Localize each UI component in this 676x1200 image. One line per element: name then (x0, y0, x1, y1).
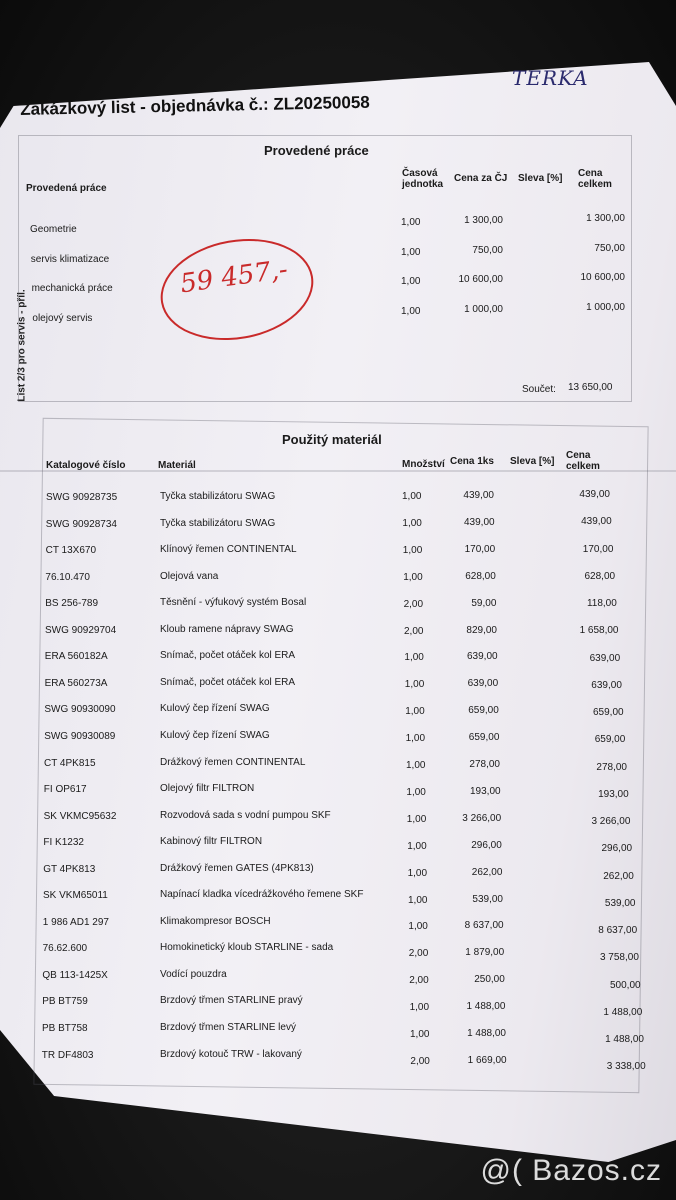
material-row-catalog: TR DF4803 (41, 1049, 94, 1061)
work-row-unit: 1,00 (401, 217, 421, 228)
material-row-catalog: FI OP617 (43, 784, 87, 796)
work-row-name: servis klimatizace (30, 253, 110, 265)
material-row-total: 170,00 (582, 543, 614, 555)
material-row-qty: 1,00 (407, 840, 427, 852)
material-row-catalog: 76.10.470 (45, 571, 90, 583)
material-row-name: Vodící pouzdra (160, 968, 227, 980)
work-row-unit: 1,00 (401, 246, 421, 258)
material-row-qty: 2,00 (403, 598, 424, 610)
work-row-price: 1 000,00 (464, 303, 503, 315)
material-row-name: Rozvodová sada s vodní pumpou SKF (160, 809, 331, 821)
material-row-name: Napínací kladka vícedrážkového řemene SKF (160, 889, 364, 901)
material-row-catalog: ERA 560273A (44, 677, 108, 689)
material-row-unit-price: 193,00 (470, 785, 501, 797)
material-row-unit-price: 639,00 (467, 678, 499, 690)
material-row-unit-price: 439,00 (464, 516, 495, 528)
material-row-total: 262,00 (603, 870, 634, 882)
work-row-total: 10 600,00 (580, 272, 625, 283)
material-row-qty: 1,00 (404, 652, 424, 664)
work-row-total: 1 000,00 (586, 301, 625, 313)
material-row-qty: 1,00 (409, 1002, 430, 1014)
work-row-total: 750,00 (594, 242, 625, 254)
handwritten-tag: TERKA (512, 66, 589, 90)
material-row-qty: 1,00 (402, 491, 422, 502)
work-row-price: 750,00 (472, 244, 503, 256)
material-row-total: 659,00 (594, 734, 626, 746)
material-row-catalog: CT 4PK815 (44, 757, 96, 769)
work-sum-label: Součet: (522, 384, 556, 395)
material-row-total: 1 488,00 (603, 1006, 643, 1018)
material-row-total: 628,00 (584, 570, 616, 582)
material-row-qty: 1,00 (407, 867, 428, 879)
work-sum-value: 13 650,00 (568, 382, 613, 393)
material-row-name: Kulový čep řízení SWAG (160, 729, 270, 741)
material-row-qty: 1,00 (403, 571, 423, 583)
work-row-price: 10 600,00 (458, 274, 503, 285)
material-row-qty: 1,00 (405, 733, 426, 745)
material-row-unit-price: 278,00 (469, 759, 500, 770)
material-row-name: Tyčka stabilizátoru SWAG (160, 491, 276, 502)
material-row-catalog: 1 986 AD1 297 (42, 916, 109, 928)
material-row-catalog: ERA 560182A (44, 651, 108, 663)
material-row-name: Brzdový kotouč TRW - lakovaný (160, 1048, 302, 1060)
material-header-name: Materiál (158, 460, 196, 471)
material-row-catalog: PB BT759 (42, 996, 88, 1008)
document-title: Zakázkový list - objednávka č.: ZL20250058 (20, 92, 370, 119)
material-row-unit-price: 1 669,00 (467, 1054, 507, 1066)
material-row-total: 439,00 (581, 516, 612, 528)
material-row-qty: 1,00 (406, 786, 426, 798)
work-row-name: Geometrie (30, 224, 77, 235)
side-label: List 2/3 pro servis - příl. (16, 289, 28, 402)
material-row-name: Klimakompresor BOSCH (160, 915, 271, 927)
watermark: @( Bazos.cz (480, 1154, 662, 1187)
material-row-unit-price: 639,00 (467, 651, 498, 663)
material-row-total: 439,00 (579, 489, 610, 500)
material-row-total: 8 637,00 (598, 925, 638, 936)
material-row-unit-price: 59,00 (471, 597, 497, 609)
material-row-name: Těsnění - výfukový systém Bosal (160, 597, 307, 609)
material-row-unit-price: 8 637,00 (464, 920, 504, 932)
material-row-total: 296,00 (601, 843, 633, 855)
material-row-unit-price: 250,00 (474, 974, 505, 986)
material-row-catalog: QB 113-1425X (42, 969, 108, 981)
material-row-total: 639,00 (591, 679, 622, 691)
material-row-qty: 1,00 (406, 760, 426, 771)
work-header-item: Provedená práce (26, 183, 107, 194)
material-row-total: 278,00 (596, 761, 627, 773)
material-row-total: 539,00 (604, 897, 636, 909)
material-row-name: Olejová vana (160, 570, 219, 582)
material-row-name: Homokinetický kloub STARLINE - sada (160, 942, 334, 954)
material-row-total: 3 338,00 (606, 1061, 646, 1073)
material-row-name: Drážkový řemen GATES (4PK813) (160, 862, 314, 874)
material-row-catalog: SWG 90930090 (44, 704, 116, 716)
material-header-qty: Množství (402, 459, 445, 470)
handwritten-total: 59 457,- (178, 254, 290, 300)
material-row-name: Snímač, počet otáček kol ERA (160, 650, 296, 662)
material-row-catalog: SK VKM65011 (43, 890, 108, 902)
material-row-name: Kulový čep řízení SWAG (160, 703, 270, 715)
work-section-title: Provedené práce (264, 143, 369, 158)
material-row-qty: 1,00 (406, 813, 427, 825)
material-row-qty: 1,00 (408, 894, 428, 906)
material-row-catalog: CT 13X670 (45, 545, 96, 557)
material-row-qty: 1,00 (402, 544, 423, 556)
work-row-name: olejový servis (32, 312, 93, 324)
material-row-name: Brzdový třmen STARLINE pravý (160, 995, 303, 1007)
material-row-qty: 1,00 (402, 517, 422, 529)
material-row-unit-price: 296,00 (471, 839, 502, 851)
work-row-unit: 1,00 (401, 305, 421, 317)
material-row-total: 500,00 (610, 979, 641, 991)
material-row-catalog: GT 4PK813 (43, 863, 96, 875)
material-row-unit-price: 1 488,00 (466, 1001, 506, 1013)
material-row-unit-price: 539,00 (472, 893, 503, 905)
material-row-total: 193,00 (598, 788, 629, 800)
material-row-total: 3 758,00 (599, 952, 639, 964)
material-row-catalog: SK VKMC95632 (43, 810, 117, 822)
material-row-qty: 1,00 (408, 921, 428, 933)
material-row-catalog: PB BT758 (42, 1023, 88, 1034)
material-row-name: Olejový filtr FILTRON (160, 783, 255, 795)
material-row-unit-price: 262,00 (471, 866, 503, 878)
material-row-qty: 1,00 (410, 1029, 430, 1040)
work-header-price: Cena za ČJ (454, 173, 508, 184)
material-row-qty: 2,00 (410, 1055, 430, 1067)
material-row-qty: 2,00 (404, 625, 424, 637)
material-row-name: Drážkový řemen CONTINENTAL (160, 756, 306, 768)
material-row-unit-price: 170,00 (464, 543, 496, 555)
material-row-catalog: SWG 90929704 (45, 624, 117, 636)
material-row-unit-price: 659,00 (468, 705, 499, 717)
material-row-name: Kloub ramene nápravy SWAG (160, 623, 294, 635)
material-row-qty: 1,00 (405, 706, 425, 718)
material-header-catalog: Katalogové číslo (46, 460, 126, 471)
material-row-unit-price: 1 488,00 (467, 1028, 506, 1039)
material-row-qty: 2,00 (409, 975, 429, 987)
material-row-total: 118,00 (586, 598, 617, 609)
material-row-catalog: SWG 90930089 (44, 730, 116, 742)
material-row-name: Klínový řemen CONTINENTAL (160, 544, 297, 556)
material-row-catalog: 76.62.600 (42, 943, 88, 955)
material-row-name: Brzdový třmen STARLINE levý (160, 1022, 296, 1033)
material-row-unit-price: 439,00 (463, 490, 494, 501)
material-row-qty: 1,00 (404, 679, 425, 691)
work-row-unit: 1,00 (401, 276, 421, 287)
material-section-title: Použitý materiál (282, 432, 382, 447)
material-row-name: Snímač, počet otáček kol ERA (160, 676, 296, 688)
material-row-catalog: SWG 90928734 (45, 518, 117, 530)
material-row-unit-price: 628,00 (465, 570, 496, 582)
material-row-qty: 2,00 (408, 948, 429, 960)
work-header-unit: Časová jednotka (402, 168, 444, 190)
work-row-price: 1 300,00 (464, 215, 503, 226)
material-row-unit-price: 659,00 (468, 732, 500, 744)
material-row-name: Kabinový filtr FILTRON (160, 836, 263, 848)
material-header-total: Cena celkem (566, 450, 600, 472)
work-header-discount: Sleva [%] (518, 173, 563, 184)
material-row-catalog: FI K1232 (43, 837, 84, 849)
material-row-total: 3 266,00 (591, 816, 631, 827)
material-row-total: 1 488,00 (605, 1034, 644, 1045)
work-row-total: 1 300,00 (586, 213, 625, 224)
material-row-unit-price: 3 266,00 (462, 812, 502, 824)
material-row-total: 1 658,00 (579, 625, 619, 637)
material-row-total: 639,00 (589, 652, 621, 664)
work-header-total: Cena celkem (578, 168, 612, 190)
material-row-total: 659,00 (593, 707, 624, 718)
material-row-unit-price: 829,00 (466, 624, 497, 636)
material-header-unit-price: Cena 1ks (450, 456, 494, 467)
material-row-unit-price: 1 879,00 (465, 947, 505, 959)
material-row-catalog: BS 256-789 (45, 598, 99, 610)
material-row-name: Tyčka stabilizátoru SWAG (160, 517, 276, 529)
material-header-discount: Sleva [%] (510, 456, 555, 467)
work-row-name: mechanická práce (31, 283, 113, 294)
material-row-catalog: SWG 90928735 (46, 492, 118, 503)
